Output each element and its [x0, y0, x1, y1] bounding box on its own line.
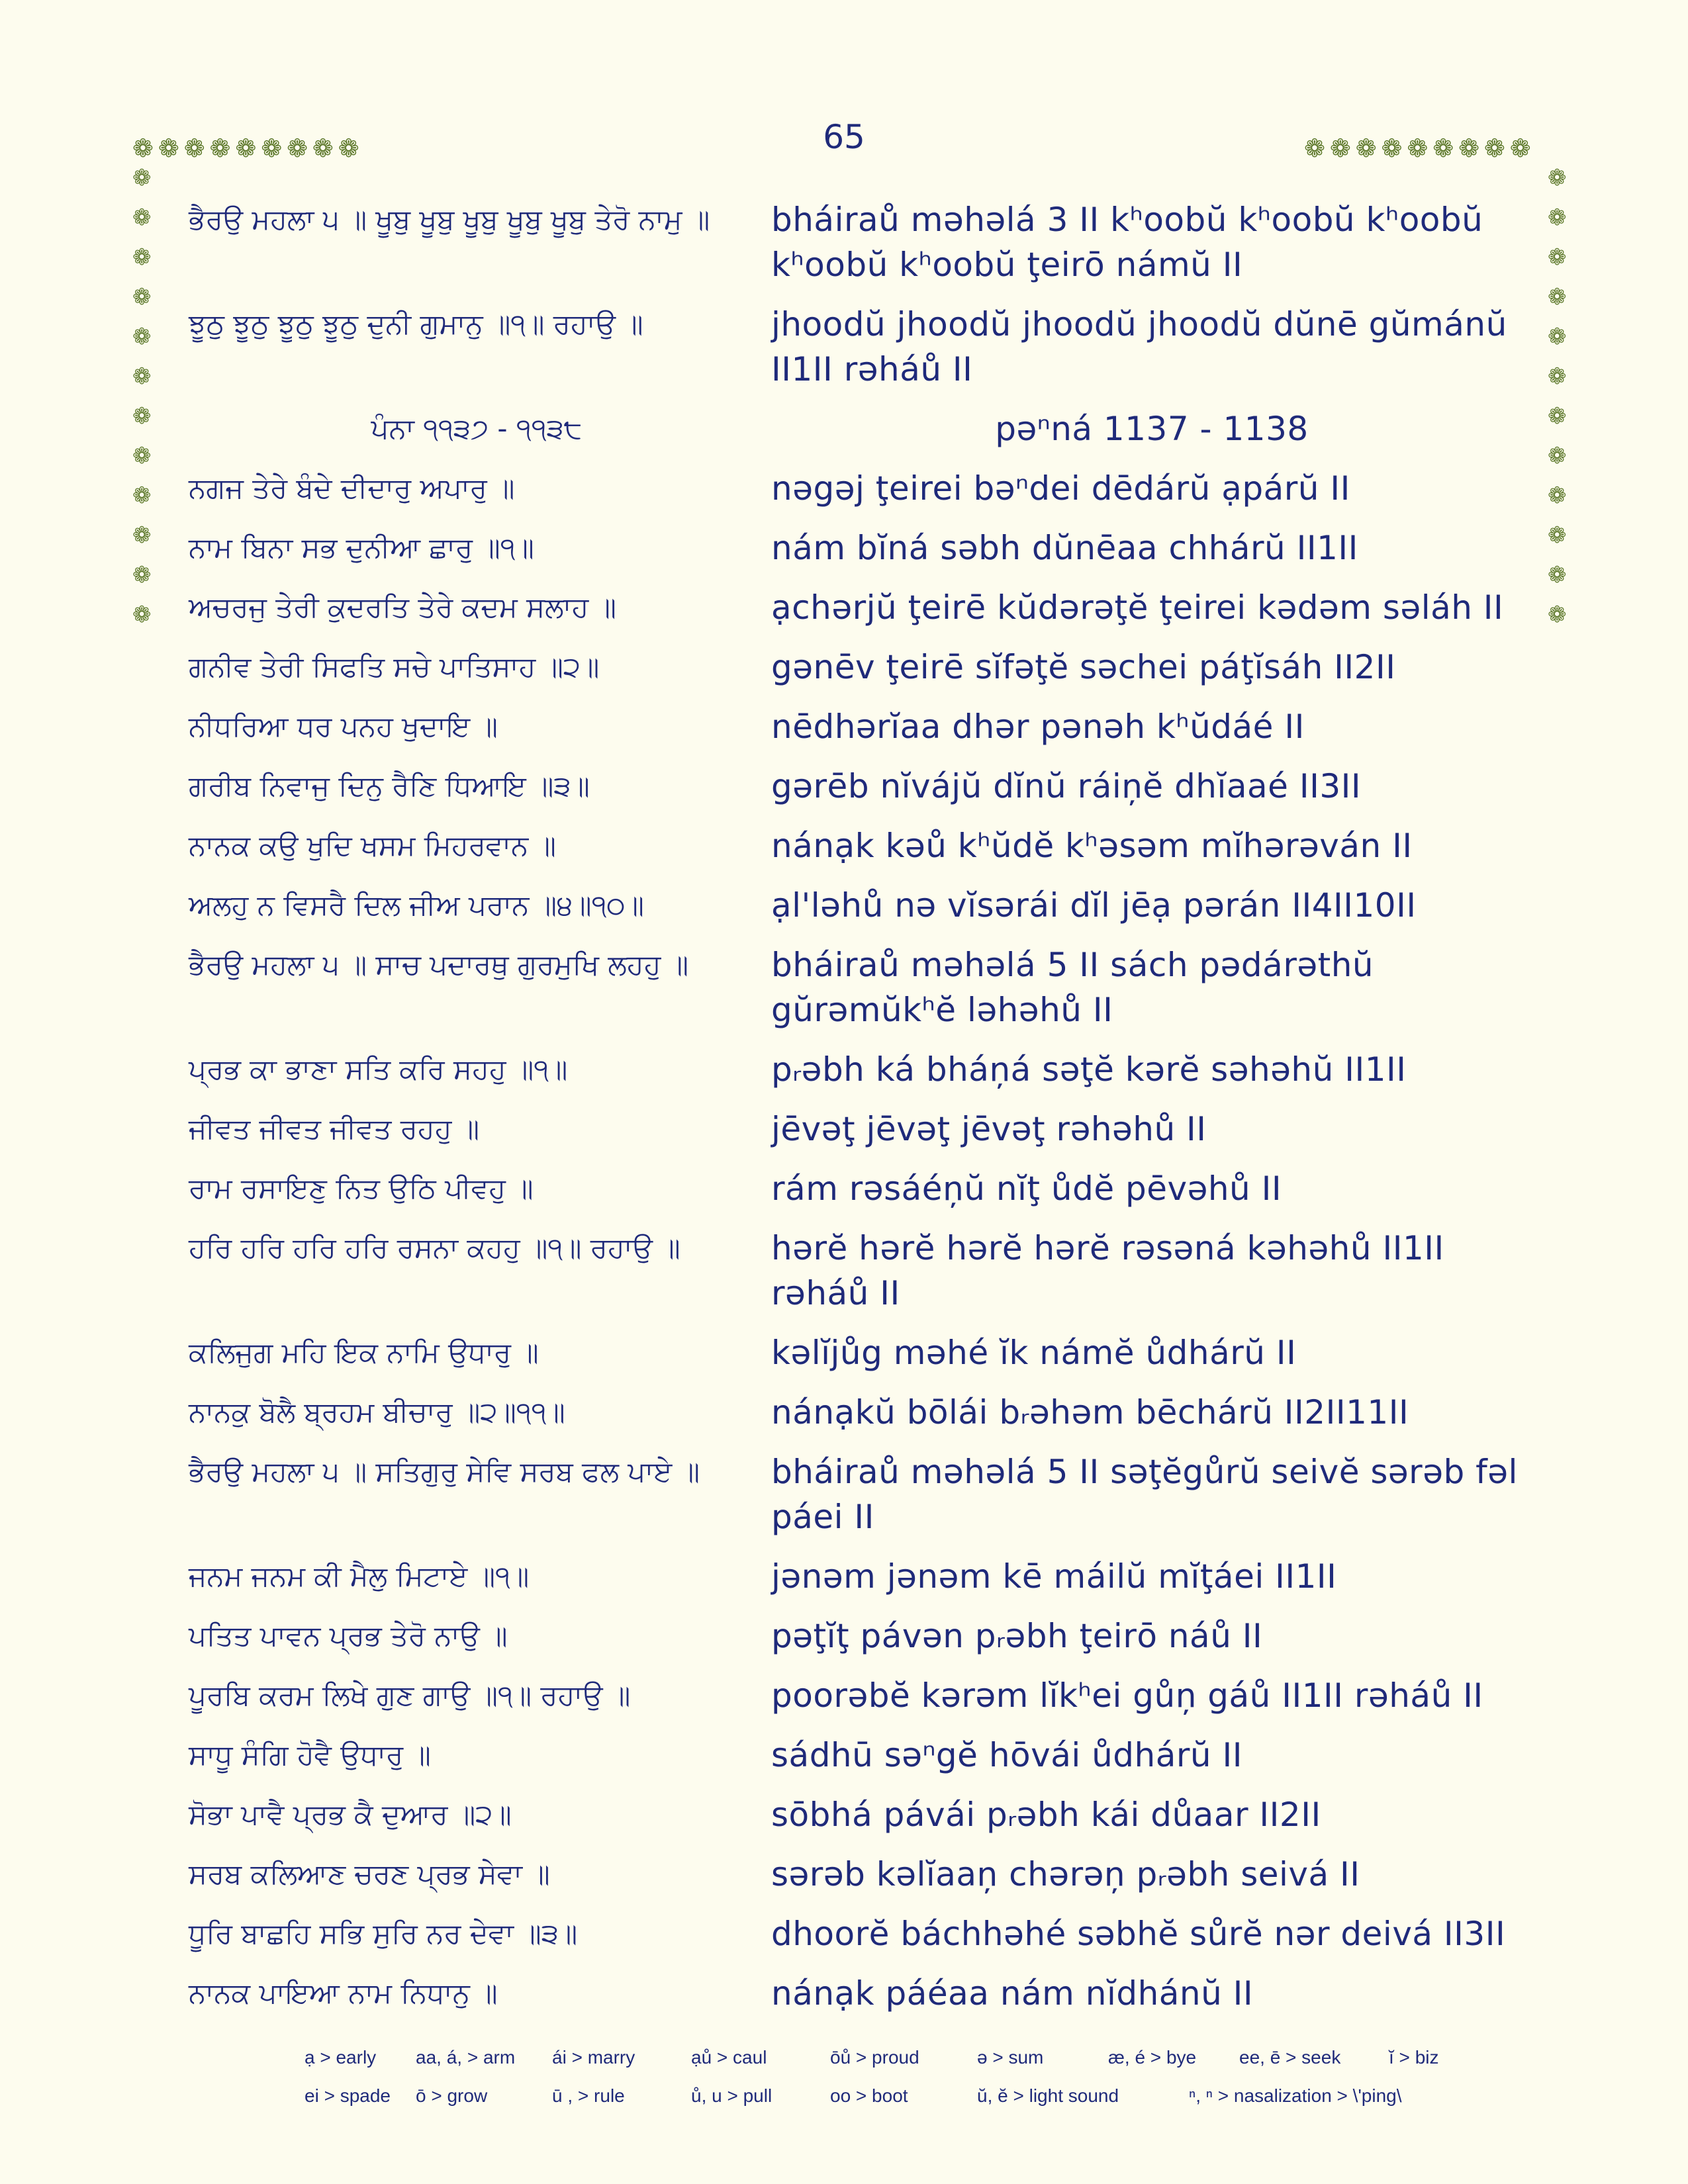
pronunciation-legend — [305, 2038, 1496, 2115]
verse-row — [189, 1449, 1532, 1539]
verse-table — [189, 197, 1532, 2030]
flower-icon: ❁ — [1381, 134, 1403, 163]
transliteration-line: sərəb kəlĭaaņ chərəņ pᵣəbh seivá II — [771, 1855, 1360, 1893]
page-reference-row — [189, 406, 1532, 451]
transliteration-line: jēvəţ jēvəţ jēvəţ rəhəhů II — [771, 1110, 1207, 1148]
page-number: 65 — [823, 118, 865, 156]
transliteration-line: bháiraů məhəlá 3 II kʰoobŭ kʰoobŭ kʰoobŭ kʰoobŭ kʰoobŭ ţeirō námŭ II — [771, 201, 1483, 284]
legend-item: ei > spade — [305, 2085, 391, 2106]
gurmukhi-line: ਪਤਿਤ ਪਾਵਨ ਪ੍ਰਭ ਤੇਰੋ ਨਾਉ ॥ — [189, 1619, 508, 1652]
verse-row — [189, 764, 1532, 809]
flower-icon: ❁ — [1548, 244, 1567, 271]
flower-border-left — [132, 167, 152, 626]
transliteration-line: nánạk páéaa nám nĭdhánŭ II — [771, 1974, 1254, 2013]
gurmukhi-line: ਨੀਧਰਿਆ ਧਰ ਪਨਹ ਖੁਦਾਇ ॥ — [189, 710, 498, 743]
transliteration-line: hərĕ hərĕ hərĕ hərĕ rəsəná kəhəhů II1II rəháů II — [771, 1229, 1444, 1312]
verse-row — [189, 466, 1532, 511]
verse-row — [189, 1614, 1532, 1659]
flower-icon: ❁ — [1548, 403, 1567, 430]
legend-item: ee, ē > seek — [1239, 2047, 1341, 2068]
gurmukhi-line: ਨਾਮ ਬਿਨਾ ਸਭ ਦੁਨੀਆ ਛਾਰੁ ॥੧॥ — [189, 531, 534, 564]
flower-icon: ❁ — [1548, 522, 1567, 549]
transliteration-line: poorəbĕ kərəm lĭkʰei gůņ gáů II1II rəháů II — [771, 1676, 1483, 1715]
verse-row — [189, 1971, 1532, 2016]
gurmukhi-line: ਜੀਵਤ ਜੀਵਤ ਜੀਵਤ ਰਹਹੁ ॥ — [189, 1113, 480, 1145]
flower-border-top-left — [132, 136, 359, 161]
legend-row — [305, 2077, 1496, 2115]
verse-row — [189, 1792, 1532, 1837]
flower-icon: ❁ — [1407, 134, 1429, 163]
legend-item: aa, á, > arm — [416, 2047, 516, 2068]
flower-icon: ❁ — [1548, 284, 1567, 310]
flower-icon: ❁ — [132, 134, 154, 163]
verse-row — [189, 1733, 1532, 1778]
gurmukhi-page-ref: ਪੰਨਾ ੧੧੩੭ - ੧੧੩੮ — [371, 412, 583, 445]
transliteration-line: dhoorĕ báchhəhé səbhĕ sůrĕ nər deivá II3II — [771, 1915, 1506, 1953]
flower-border-right — [1548, 167, 1567, 626]
flower-icon: ❁ — [132, 324, 152, 350]
verse-row — [189, 1911, 1532, 1956]
flower-icon: ❁ — [287, 134, 308, 163]
flower-icon: ❁ — [132, 562, 152, 588]
transliteration-line: pəţĭţ pávən pᵣəbh ţeirō náů II — [771, 1617, 1263, 1655]
verse-row — [189, 1107, 1532, 1152]
gurmukhi-line: ਅਚਰਜੁ ਤੇਰੀ ਕੁਦਰਤਿ ਤੇਰੇ ਕਦਮ ਸਲਾਹ ॥ — [189, 591, 616, 623]
gurmukhi-line: ਪੂਰਬਿ ਕਰਮ ਲਿਖੇ ਗੁਣ ਗਾਉ ॥੧॥ ਰਹਾਉ ॥ — [189, 1679, 631, 1711]
transliteration-line: nəgəj ţeirei bəⁿdei dēdárŭ ạpárŭ II — [771, 469, 1350, 508]
flower-icon: ❁ — [158, 134, 179, 163]
gurmukhi-line: ਝੂਠੁ ਝੂਠੁ ਝੂਠੁ ਝੂਠੁ ਦੁਨੀ ਗੁਮਾਨੁ ॥੧॥ ਰਹਾਉ ॥ — [189, 308, 643, 340]
flower-icon: ❁ — [1548, 562, 1567, 588]
transliteration-line: kəlĭjůg məhé ĭk námĕ ůdhárŭ II — [771, 1334, 1297, 1372]
flower-icon: ❁ — [132, 443, 152, 469]
flower-icon: ❁ — [1548, 602, 1567, 628]
transliteration-line: nám bĭná səbh dŭnēaa chhárŭ II1II — [771, 529, 1358, 567]
verse-row — [189, 525, 1532, 570]
legend-item: ĭ > biz — [1389, 2047, 1439, 2068]
transliteration-line: pᵣəbh ká bháņá səţĕ kərĕ səhəhŭ II1II — [771, 1050, 1407, 1089]
flower-icon: ❁ — [132, 284, 152, 310]
legend-item: ŭ, ĕ > light sound — [977, 2085, 1119, 2106]
legend-item: oo > boot — [830, 2085, 908, 2106]
gurmukhi-line: ਸੋਭਾ ਪਾਵੈ ਪ੍ਰਭ ਕੈ ਦੁਆਰ ॥੨॥ — [189, 1798, 512, 1831]
flower-icon: ❁ — [1432, 134, 1454, 163]
flower-icon: ❁ — [1548, 205, 1567, 231]
legend-item: ū , > rule — [552, 2085, 625, 2106]
flower-icon: ❁ — [132, 602, 152, 628]
flower-icon: ❁ — [209, 134, 231, 163]
transliteration-line: bháiraů məhəlá 5 II səţĕgůrŭ seivĕ sərəb fəl páei II — [771, 1453, 1518, 1536]
legend-item: æ, é > bye — [1108, 2047, 1197, 2068]
gurmukhi-line: ਗਰੀਬ ਨਿਵਾਜੁ ਦਿਨੁ ਰੈਣਿ ਧਿਆਇ ॥੩॥ — [189, 770, 590, 802]
verse-row — [189, 645, 1532, 690]
verse-row — [189, 197, 1532, 287]
flower-icon: ❁ — [1304, 134, 1325, 163]
gurmukhi-line: ਕਲਿਜੁਗ ਮਹਿ ਇਕ ਨਾਮਿ ਉਧਾਰੁ ॥ — [189, 1336, 539, 1369]
transliteration-line: sōbhá pávái pᵣəbh kái důaar II2II — [771, 1796, 1321, 1834]
verse-row — [189, 1166, 1532, 1211]
verse-row — [189, 1047, 1532, 1092]
transliteration-line: jhoodŭ jhoodŭ jhoodŭ jhoodŭ dŭnē gŭmánŭ II1II rəháů II — [771, 305, 1507, 388]
flower-icon: ❁ — [338, 134, 359, 163]
verse-row — [189, 1852, 1532, 1897]
flower-border-top-right — [1304, 136, 1531, 161]
gurmukhi-line: ਨਾਨਕ ਪਾਇਆ ਨਾਮ ਨਿਧਾਨੁ ॥ — [189, 1977, 498, 2009]
gurmukhi-line: ਸਰਬ ਕਲਿਆਣ ਚਰਣ ਪ੍ਰਭ ਸੇਵਾ ॥ — [189, 1858, 550, 1890]
flower-icon: ❁ — [132, 165, 152, 191]
verse-row — [189, 704, 1532, 749]
gurmukhi-line: ਪ੍ਰਭ ਕਾ ਭਾਣਾ ਸਤਿ ਕਰਿ ਸਹਹੁ ॥੧॥ — [189, 1053, 568, 1085]
flower-icon: ❁ — [1548, 165, 1567, 191]
verse-row — [189, 302, 1532, 392]
transliteration-line: ạchərjŭ ţeirē kŭdərəţĕ ţeirei kədəm səláh II — [771, 588, 1504, 627]
flower-icon: ❁ — [1548, 324, 1567, 350]
verse-row — [189, 823, 1532, 868]
legend-item: ōů > proud — [830, 2047, 919, 2068]
transliteration-line: gərēb nĭvájŭ dĭnŭ ráiņĕ dhĭaaé II3II — [771, 767, 1362, 805]
gurmukhi-line: ਨਗਜ ਤੇਰੇ ਬੰਦੇ ਦੀਦਾਰੁ ਅਪਾਰੁ ॥ — [189, 472, 515, 504]
flower-icon: ❁ — [1483, 134, 1505, 163]
verse-row — [189, 1673, 1532, 1718]
transliteration-line: jənəm jənəm kē máilŭ mĭţáei II1II — [771, 1557, 1337, 1596]
flower-icon: ❁ — [235, 134, 257, 163]
gurmukhi-line: ਨਾਨਕੁ ਬੋਲੈ ਬ੍ਰਹਮ ਬੀਚਾਰੁ ॥੨॥੧੧॥ — [189, 1396, 565, 1428]
verse-row — [189, 1226, 1532, 1316]
flower-icon: ❁ — [1548, 443, 1567, 469]
verse-row — [189, 883, 1532, 928]
legend-item: ạů > caul — [691, 2047, 767, 2068]
flower-icon: ❁ — [132, 522, 152, 549]
flower-icon: ❁ — [132, 205, 152, 231]
gurmukhi-line: ਧੂਰਿ ਬਾਛਹਿ ਸਭਿ ਸੁਰਿ ਨਰ ਦੇਵਾ ॥੩॥ — [189, 1917, 578, 1950]
flower-icon: ❁ — [132, 244, 152, 271]
gurmukhi-line: ਭੈਰਉ ਮਹਲਾ ੫ ॥ ਸਤਿਗੁਰੁ ਸੇਵਿ ਸਰਬ ਫਲ ਪਾਏ ॥ — [189, 1455, 700, 1488]
flower-icon: ❁ — [1548, 482, 1567, 509]
gurmukhi-line: ਰਾਮ ਰਸਾਇਣੁ ਨਿਤ ਉਠਿ ਪੀਵਹੁ ॥ — [189, 1172, 534, 1205]
flower-icon: ❁ — [132, 363, 152, 390]
verse-row — [189, 1330, 1532, 1375]
gurmukhi-line: ਹਰਿ ਹਰਿ ਹਰਿ ਹਰਿ ਰਸਨਾ ਕਹਹੁ ॥੧॥ ਰਹਾਉ ॥ — [189, 1232, 680, 1264]
transliteration-line: nánạkŭ bōlái bᵣəhəm bēchárŭ II2II11II — [771, 1393, 1409, 1432]
gurmukhi-line: ਭੈਰਉ ਮਹਲਾ ੫ ॥ ਸਾਚ ਪਦਾਰਥੁ ਗੁਰਮੁਖਿ ਲਹਹੁ ॥ — [189, 948, 689, 981]
legend-item: ⁿ, ⁿ > nasalization > \'ping\ — [1189, 2085, 1402, 2106]
flower-icon: ❁ — [132, 403, 152, 430]
flower-icon: ❁ — [1458, 134, 1479, 163]
verse-row — [189, 1554, 1532, 1599]
legend-row — [305, 2038, 1496, 2077]
legend-item: ái > marry — [552, 2047, 635, 2068]
transliteration-line: bháiraů məhəlá 5 II sách pədárəthŭ gŭrəmŭkʰĕ ləhəhů II — [771, 946, 1374, 1029]
legend-item: ů, u > pull — [691, 2085, 773, 2106]
flower-icon: ❁ — [1329, 134, 1351, 163]
transliteration-line: nēdhərĭaa dhər pənəh kʰŭdáé II — [771, 707, 1305, 746]
transliteration-line: gənēv ţeirē sĭfəţĕ səchei páţĭsáh II2II — [771, 648, 1396, 686]
legend-item: ạ > early — [305, 2047, 377, 2068]
flower-icon: ❁ — [1355, 134, 1377, 163]
flower-icon: ❁ — [1509, 134, 1531, 163]
gurmukhi-line: ਨਾਨਕ ਕਉ ਖੁਦਿ ਖਸਮ ਮਿਹਰਵਾਨ ॥ — [189, 829, 556, 862]
transliteration-line: sádhū səⁿgĕ hōvái ůdhárŭ II — [771, 1736, 1243, 1774]
verse-row — [189, 585, 1532, 630]
flower-icon: ❁ — [312, 134, 334, 163]
transliteration-line: nánạk kəů kʰŭdĕ kʰəsəm mĭhərəván II — [771, 827, 1413, 865]
legend-item: ə > sum — [977, 2047, 1044, 2068]
gurmukhi-line: ਅਲਹੁ ਨ ਵਿਸਰੈ ਦਿਲ ਜੀਅ ਪਰਾਨ ॥੪॥੧੦॥ — [189, 889, 644, 921]
gurmukhi-line: ਜਨਮ ਜਨਮ ਕੀ ਮੈਲੁ ਮਿਟਾਏ ॥੧॥ — [189, 1560, 530, 1592]
transliteration-page-ref: pəⁿná 1137 - 1138 — [995, 410, 1309, 448]
gurmukhi-line: ਗਨੀਵ ਤੇਰੀ ਸਿਫਤਿ ਸਚੇ ਪਾਤਿਸਾਹ ॥੨॥ — [189, 651, 600, 683]
legend-item: ō > grow — [416, 2085, 488, 2106]
gurmukhi-line: ਸਾਧੂ ਸੰਗਿ ਹੋਵੈ ਉਧਾਰੁ ॥ — [189, 1739, 431, 1771]
transliteration-line: ạl'ləhů nə vĭsərái dĭl jēạ pərán II4II10II — [771, 886, 1417, 925]
flower-icon: ❁ — [1548, 363, 1567, 390]
verse-row — [189, 942, 1532, 1032]
transliteration-line: rám rəsáéņŭ nĭţ ůdĕ pēvəhů II — [771, 1169, 1282, 1208]
flower-icon: ❁ — [132, 482, 152, 509]
gurmukhi-line: ਭੈਰਉ ਮਹਲਾ ੫ ॥ ਖੂਬੁ ਖੂਬੁ ਖੂਬੁ ਖੂਬੁ ਖੂਬੁ ਤੇਰੋ ਨਾਮੁ ॥ — [189, 203, 710, 236]
flower-icon: ❁ — [183, 134, 205, 163]
verse-row — [189, 1390, 1532, 1435]
flower-icon: ❁ — [261, 134, 283, 163]
